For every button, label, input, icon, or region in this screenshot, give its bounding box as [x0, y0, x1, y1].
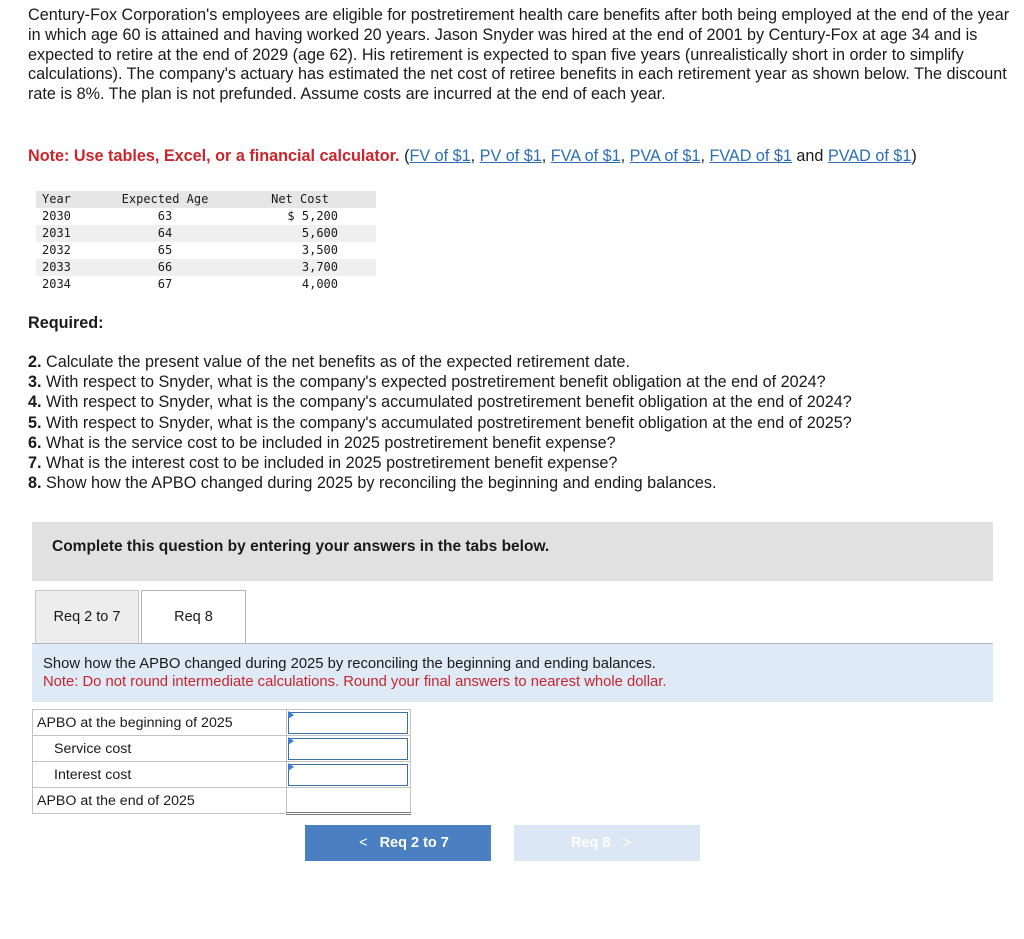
- link-fv[interactable]: FV of $1: [409, 147, 471, 165]
- net-cost-cell: 4,000: [301, 277, 338, 291]
- chevron-left-icon: <: [359, 835, 368, 851]
- table-header-row: [36, 191, 376, 208]
- note-line: [28, 146, 917, 166]
- requirement-text: With respect to Snyder, what is the company's expected postretirement benefit obligation at the end of 2024?: [41, 373, 826, 392]
- next-tab-label: Req 8: [571, 835, 611, 851]
- year-cell: 2032: [42, 243, 71, 257]
- chevron-right-icon: >: [622, 835, 631, 851]
- apbo-reconciliation-table: [32, 709, 411, 815]
- age-cell: 64: [106, 225, 224, 242]
- link-pv[interactable]: PV of $1: [479, 147, 542, 165]
- note-sep: ,: [700, 147, 710, 165]
- year-cell: 2031: [36, 225, 106, 242]
- next-tab-button[interactable]: [514, 825, 700, 861]
- note-open-paren: (: [404, 147, 410, 165]
- age-cell: 66: [106, 259, 224, 276]
- requirement-text: With respect to Snyder, what is the company's accumulated postretirement benefit obligation at the end of 2025?: [41, 413, 852, 432]
- age-cell: 65: [157, 243, 173, 257]
- apbo-row: [33, 788, 411, 814]
- requirement-number: 8.: [28, 474, 42, 493]
- note-sep: ,: [541, 147, 551, 165]
- age-cell: 63: [157, 209, 173, 223]
- apbo-row: [33, 762, 411, 788]
- requirement-number: 7.: [28, 454, 42, 473]
- table-row: [36, 259, 376, 276]
- year-cell: 2030: [42, 209, 71, 223]
- age-cell: 67: [157, 277, 173, 291]
- table-row: [36, 242, 376, 259]
- input-marker-icon: [288, 737, 294, 745]
- year-cell: 2034: [42, 277, 71, 291]
- complete-instruction: Complete this question by entering your answers in the tabs below.: [52, 538, 550, 555]
- service-cost-label: Service cost: [33, 736, 287, 762]
- net-cost-cell: $ 5,200: [287, 209, 338, 223]
- apbo-end-total: [287, 788, 411, 814]
- header-net-cost: Net Cost: [224, 191, 376, 208]
- requirement-number: 3.: [28, 373, 42, 392]
- tab-req-2-to-7[interactable]: Req 2 to 7: [35, 590, 139, 643]
- header-expected-age: Expected Age: [106, 191, 224, 208]
- table-row: [36, 276, 376, 293]
- apbo-beginning-input[interactable]: [288, 712, 408, 734]
- input-marker-icon: [288, 763, 294, 771]
- interest-cost-label: Interest cost: [33, 762, 287, 788]
- requirement-text: With respect to Snyder, what is the company's accumulated postretirement benefit obligation at the end of 2024?: [41, 393, 852, 412]
- link-pva[interactable]: PVA of $1: [629, 147, 701, 165]
- interest-cost-input[interactable]: [288, 764, 408, 786]
- complete-banner: [32, 522, 993, 581]
- table-row: [36, 225, 376, 242]
- requirement-item: [28, 453, 852, 473]
- note-close-paren: ): [911, 147, 917, 165]
- prev-tab-label: Req 2 to 7: [379, 835, 449, 851]
- requirement-item: [28, 352, 852, 372]
- header-year: Year: [36, 191, 106, 208]
- year-cell: 2033: [36, 259, 106, 276]
- requirement-item: [28, 473, 852, 493]
- requirement-item: [28, 372, 852, 392]
- link-pvad[interactable]: PVAD of $1: [827, 147, 912, 165]
- requirement-item: [28, 392, 852, 412]
- table-row: [36, 208, 376, 225]
- requirement-number: 5.: [28, 413, 42, 432]
- requirement-number: 4.: [28, 393, 42, 412]
- net-cost-cell: 5,600: [224, 225, 376, 242]
- requirement-item: [28, 433, 852, 453]
- apbo-beginning-label: APBO at the beginning of 2025: [33, 710, 287, 736]
- service-cost-cell: [287, 736, 411, 762]
- input-marker-icon: [288, 711, 294, 719]
- requirement-text: What is the service cost to be included in 2025 postretirement benefit expense?: [41, 433, 616, 452]
- link-fva[interactable]: FVA of $1: [550, 147, 621, 165]
- note-and: and: [791, 147, 828, 165]
- requirement-number: 6.: [28, 433, 42, 452]
- requirement-number: 2.: [28, 353, 42, 371]
- note-sep: ,: [620, 147, 630, 165]
- requirements-list: [28, 352, 852, 493]
- required-heading: Required:: [28, 314, 104, 332]
- requirement-text: Show how the APBO changed during 2025 by reconciling the beginning and ending balances.: [41, 474, 717, 493]
- service-cost-input[interactable]: [288, 738, 408, 760]
- net-cost-table: [36, 191, 376, 293]
- apbo-row: [33, 736, 411, 762]
- prev-tab-button[interactable]: [305, 825, 491, 861]
- apbo-beginning-cell: [287, 710, 411, 736]
- instruction-text: Show how the APBO changed during 2025 by reconciling the beginning and ending balances.: [43, 656, 656, 672]
- apbo-end-label: APBO at the end of 2025: [33, 788, 287, 814]
- problem-statement: Century-Fox Corporation's employees are eligible for postretirement health care benefits after both being employed at the end of the year in which age 60 is attained and having worked 20 years. Jason Snyder was hired at the end of 2001 by Century-Fox at age 34 and is expected to retire at the end of 2029 (age 62). His retirement is expected to span five years (unrealistically short in order to simplify calculations). The company's actuary has estimated the net cost of retiree benefits in each retirement year as shown below. The discount rate is 8%. The plan is not prefunded. Assume costs are incurred at the end of each year.: [28, 6, 1010, 104]
- requirement-item: [28, 413, 852, 433]
- instruction-note: Note: Do not round intermediate calculations. Round your final answers to nearest whole dollar.: [43, 674, 667, 690]
- link-fvad[interactable]: FVAD of $1: [709, 147, 792, 165]
- tab-req-8[interactable]: Req 8: [141, 590, 246, 644]
- net-cost-cell: 3,500: [301, 243, 338, 257]
- apbo-row: [33, 710, 411, 736]
- interest-cost-cell: [287, 762, 411, 788]
- note-label: Note: Use tables, Excel, or a financial calculator.: [28, 147, 400, 165]
- requirement-text: What is the interest cost to be included in 2025 postretirement benefit expense?: [41, 454, 618, 473]
- net-cost-cell: 3,700: [224, 259, 376, 276]
- note-sep: ,: [470, 147, 480, 165]
- requirement-text: Calculate the present value of the net benefits as of the expected retirement date.: [41, 353, 631, 371]
- instruction-panel: [32, 644, 993, 702]
